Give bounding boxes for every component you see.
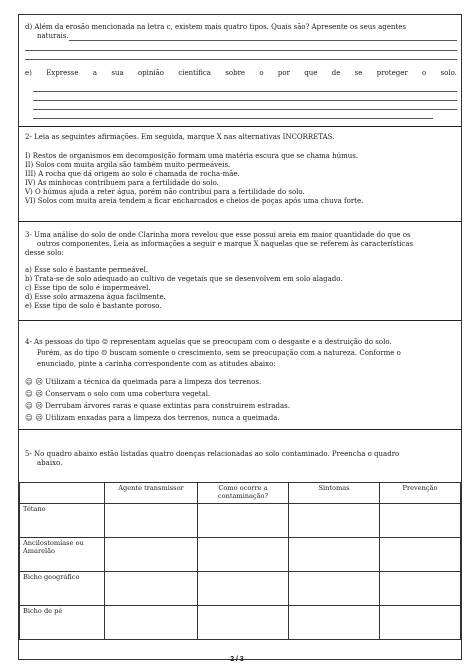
answer-cell[interactable]: [380, 606, 461, 640]
disease-name: Bicho de pé: [20, 606, 105, 640]
question-2-item[interactable]: VI) Solos com muita areia tendem a ficar encharcados e cheios de poças após uma chuva forte.: [25, 197, 364, 205]
table-header: [20, 483, 105, 504]
table-header: Como ocorre a contaminação?: [198, 483, 289, 504]
table-row: [20, 538, 461, 572]
question-5-line1: 5- No quadro abaixo estão listadas quatro doenças relacionadas ao solo contaminado. Preencha o quadro: [25, 450, 400, 458]
answer-cell[interactable]: [380, 538, 461, 572]
question-3-prompt-line2: outros componentes. Leia as informações a seguir e marque X naquelas que se referem às características: [37, 240, 414, 248]
answer-cell[interactable]: [198, 606, 289, 640]
question-2-item[interactable]: V) O húmus ajuda a reter água, porém não contribui para a fertilidade do solo.: [25, 188, 305, 196]
table-header-row: [20, 483, 461, 504]
answer-cell[interactable]: [198, 538, 289, 572]
answer-cell[interactable]: [198, 572, 289, 606]
question-5-line2: abaixo.: [37, 459, 63, 467]
question-2-prompt: 2- Leia as seguintes afirmações. Em seguida, marque X nas alternativas INCORRETAS.: [25, 133, 335, 141]
answer-cell[interactable]: [289, 504, 380, 538]
answer-cell[interactable]: [289, 538, 380, 572]
question-4-item: [25, 413, 280, 423]
answer-cell[interactable]: [105, 572, 198, 606]
question-3-prompt-line1: 3- Uma análise do solo de onde Clarinha mora revelou que esse possui areia em maior quantidade do que os: [25, 231, 411, 239]
table-header: Sintomas: [289, 483, 380, 504]
disease-name: Ancilostomíase ou Amarelão: [20, 538, 105, 572]
worksheet-page: [18, 14, 462, 660]
section-divider: [19, 221, 461, 222]
answer-cell[interactable]: [198, 504, 289, 538]
question-4-item-text: Conservam o solo com uma cobertura vegetal.: [45, 390, 211, 398]
question-d-line1: d) Além da erosão mencionada na letra c, existem mais quatro tipos. Quais são? Apresente os seus agentes: [25, 23, 406, 31]
answer-cell[interactable]: [380, 572, 461, 606]
question-e-text: e) Expresse a sua opinião científica sobre o por que de se proteger o solo.: [25, 69, 457, 77]
table-row: [20, 572, 461, 606]
table-header: Agente transmissor: [105, 483, 198, 504]
question-4-item-text: Derrubam árvores raras e quase extintas para construirem estradas.: [45, 402, 290, 410]
table-row: [20, 606, 461, 640]
question-3-item[interactable]: c) Esse tipo de solo é impermeável.: [25, 284, 151, 292]
question-4-item: [25, 377, 261, 387]
smiley-frowny-icons[interactable]: ☺ ☹: [25, 377, 44, 386]
question-3-item[interactable]: a) Esse solo é bastante permeável.: [25, 266, 149, 274]
answer-line[interactable]: [25, 50, 457, 51]
answer-cell[interactable]: [289, 606, 380, 640]
question-2-item[interactable]: IV) As minhocas contribuem para a fertilidade do solo.: [25, 179, 219, 187]
question-4-line3: enunciado, pinte a carinha correspondente com as atitudes abaixo:: [37, 360, 276, 368]
smiley-frowny-icons[interactable]: ☺ ☹: [25, 401, 44, 410]
question-4-item: [25, 389, 210, 399]
answer-line[interactable]: [33, 91, 457, 92]
question-4-line1: 4- As pessoas do tipo ☺ representam aquelas que se preocupam com o desgaste e a destruição do solo.: [25, 338, 392, 346]
page-number: 2 / 3: [230, 656, 244, 663]
section-divider: [19, 429, 461, 430]
answer-line[interactable]: [69, 40, 457, 41]
question-3-prompt-line3: desse solo:: [25, 249, 64, 257]
table-header: Prevenção: [380, 483, 461, 504]
answer-line[interactable]: [33, 118, 433, 119]
answer-line[interactable]: [33, 109, 457, 110]
smiley-frowny-icons[interactable]: ☺ ☹: [25, 389, 44, 398]
question-4-line2: Porém, as do tipo ☹ buscam somente o crescimento, sem se preocupação com a natureza. Conforme o: [37, 349, 401, 357]
answer-cell[interactable]: [380, 504, 461, 538]
smiley-frowny-icons[interactable]: ☺ ☹: [25, 413, 44, 422]
question-d-line2: naturais.: [37, 32, 69, 40]
diseases-table: [19, 482, 461, 640]
section-divider: [19, 320, 461, 321]
answer-cell[interactable]: [105, 504, 198, 538]
answer-cell[interactable]: [105, 606, 198, 640]
question-4-item-text: Utilizam a técnica da queimada para a limpeza dos terrenos.: [45, 378, 262, 386]
question-4-item-text: Utilizam enxadas para a limpeza dos terrenos, nunca a queimada.: [45, 414, 280, 422]
answer-line[interactable]: [25, 59, 457, 60]
question-2-item[interactable]: II) Solos com muita argila são também muito permeáveis.: [25, 161, 231, 169]
question-4-item: [25, 401, 290, 411]
question-2-item[interactable]: III) A rocha que dá origem ao solo é chamada de rocha-mãe.: [25, 170, 240, 178]
section-divider: [19, 126, 461, 127]
question-3-item[interactable]: e) Esse tipo de solo é bastante poroso.: [25, 302, 162, 310]
disease-name: Bicho geográfico: [20, 572, 105, 606]
table-row: [20, 504, 461, 538]
answer-cell[interactable]: [105, 538, 198, 572]
question-2-item[interactable]: I) Restos de organismos em decomposição formam uma matéria escura que se chama húmus.: [25, 152, 359, 160]
question-3-item[interactable]: b) Trata-se de solo adequado ao cultivo de vegetais que se desenvolvem em solo alagado.: [25, 275, 343, 283]
answer-line[interactable]: [33, 100, 457, 101]
disease-name: Tétano: [20, 504, 105, 538]
question-3-item[interactable]: d) Esse solo armazena água facilmente.: [25, 293, 166, 301]
answer-cell[interactable]: [289, 572, 380, 606]
